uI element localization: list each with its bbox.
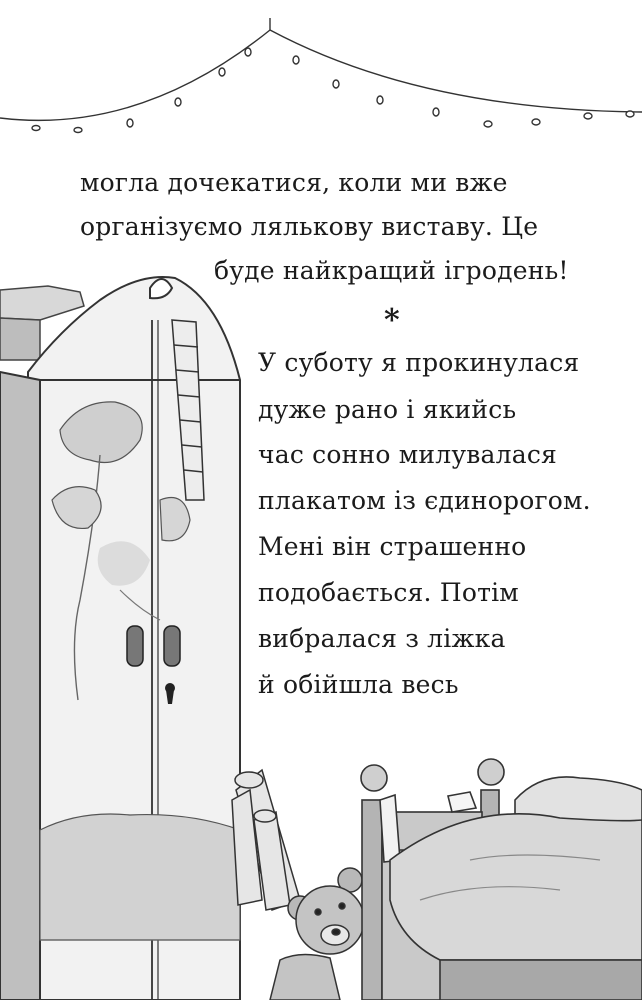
text-line: вибралася з ліжка bbox=[258, 624, 506, 653]
text-line: Мені він страшенно bbox=[258, 532, 527, 561]
rolled-posters-illustration bbox=[232, 770, 300, 910]
bed-illustration bbox=[361, 759, 642, 1000]
text-line: плакатом із єдинорогом. bbox=[258, 486, 591, 515]
text-line: У суботу я прокинулася bbox=[258, 348, 580, 377]
section-separator: * bbox=[384, 303, 400, 338]
text-line: буде найкращий ігродень! bbox=[214, 256, 569, 285]
wardrobe-illustration bbox=[0, 277, 240, 1000]
text-line: й обійшла весь bbox=[258, 670, 459, 699]
text-line: організуємо лялькову виставу. Це bbox=[80, 212, 539, 241]
text-line: могла дочекатися, коли ми вже bbox=[80, 168, 508, 197]
text-line: час сонно милувалася bbox=[258, 440, 557, 469]
text-line: дуже рано і якийсь bbox=[258, 395, 517, 424]
text-line: подобається. Потім bbox=[258, 578, 519, 607]
string-lights-garland bbox=[0, 18, 642, 133]
